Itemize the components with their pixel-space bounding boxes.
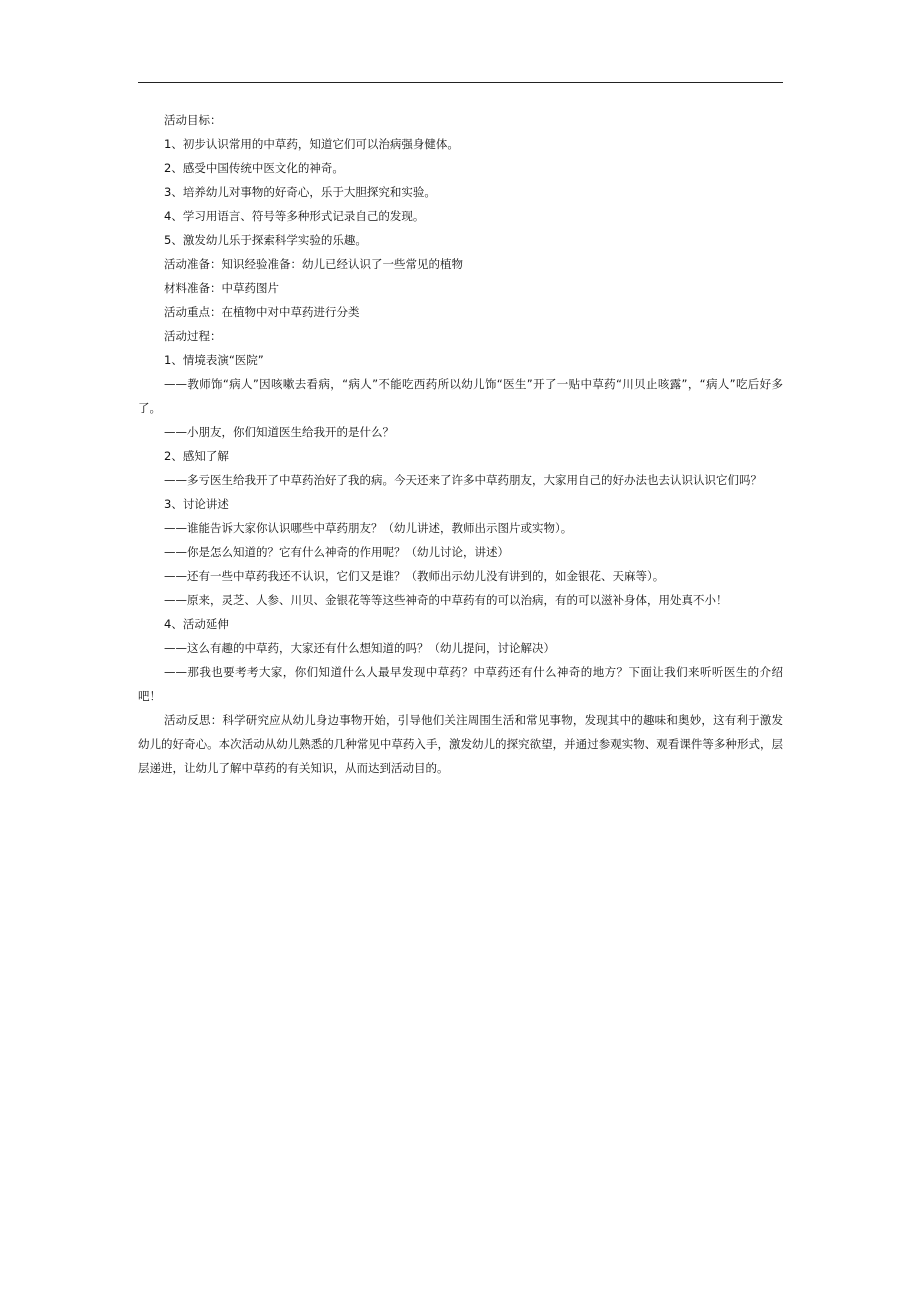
goal-item-2: 2、感受中国传统中医文化的神奇。 (164, 161, 344, 175)
section-heading-goals: 活动目标： (164, 113, 222, 127)
activity-reflection: 活动反思：科学研究应从幼儿身边事物开始，引导他们关注周围生活和常见事物，发现其中的趣味和奥妙，这有利于激发幼儿的好奇心。本次活动从幼儿熟悉的几种常见中草药入手，激发幼儿的探究欲望，并通过参观实物、观看课件等多种形式，层层递进，让幼儿了解中草药的有关知识，从而达到活动目的。 (138, 713, 783, 775)
process-step-4-heading: 4、活动延伸 (164, 617, 229, 631)
process-step-3-text-b: ——你是怎么知道的？它有什么神奇的作用呢？（幼儿讨论，讲述） (164, 545, 509, 559)
activity-focus: 活动重点：在植物中对中草药进行分类 (164, 305, 360, 319)
goal-item-5: 5、激发幼儿乐于探索科学实验的乐趣。 (164, 233, 367, 247)
preparation-materials: 材料准备：中草药图片 (164, 281, 279, 295)
process-step-3-heading: 3、讨论讲述 (164, 497, 229, 511)
process-step-4-text-b: ——那我也要考考大家，你们知道什么人最早发现中草药？中草药还有什么神奇的地方？下面让我们来听听医生的介绍吧！ (138, 665, 783, 703)
process-step-1-text-b: ——小朋友，你们知道医生给我开的是什么？ (164, 425, 394, 439)
preparation-knowledge: 活动准备：知识经验准备：幼儿已经认识了一些常见的植物 (164, 257, 463, 271)
process-step-1-text-a: ——教师饰“病人”因咳嗽去看病，“病人”不能吃西药所以幼儿饰“医生”开了一贴中草药“川贝止咳露”，“病人”吃后好多了。 (138, 377, 783, 415)
process-step-2-text: ——多亏医生给我开了中草药治好了我的病。今天还来了许多中草药朋友，大家用自己的好办法也去认识认识它们吗？ (164, 473, 762, 487)
document-body (138, 108, 783, 780)
goal-item-1: 1、初步认识常用的中草药，知道它们可以治病强身健体。 (164, 137, 459, 151)
process-step-3-text-a: ——谁能告诉大家你认识哪些中草药朋友？（幼儿讲述，教师出示图片或实物）。 (164, 521, 573, 535)
goal-item-4: 4、学习用语言、符号等多种形式记录自己的发现。 (164, 209, 425, 223)
section-heading-process: 活动过程： (164, 329, 222, 343)
process-step-3-text-d: ——原来，灵芝、人参、川贝、金银花等等这些神奇的中草药有的可以治病，有的可以滋补身体，用处真不小！ (164, 593, 728, 607)
process-step-3-text-c: ——还有一些中草药我还不认识，它们又是谁？（教师出示幼儿没有讲到的，如金银花、天麻等）。 (164, 569, 665, 583)
header-rule (138, 82, 783, 83)
goal-item-3: 3、培养幼儿对事物的好奇心，乐于大胆探究和实验。 (164, 185, 436, 199)
process-step-4-text-a: ——这么有趣的中草药，大家还有什么想知道的吗？（幼儿提问，讨论解决） (164, 641, 555, 655)
process-step-1-heading: 1、情境表演“医院” (164, 353, 264, 367)
process-step-2-heading: 2、感知了解 (164, 449, 229, 463)
